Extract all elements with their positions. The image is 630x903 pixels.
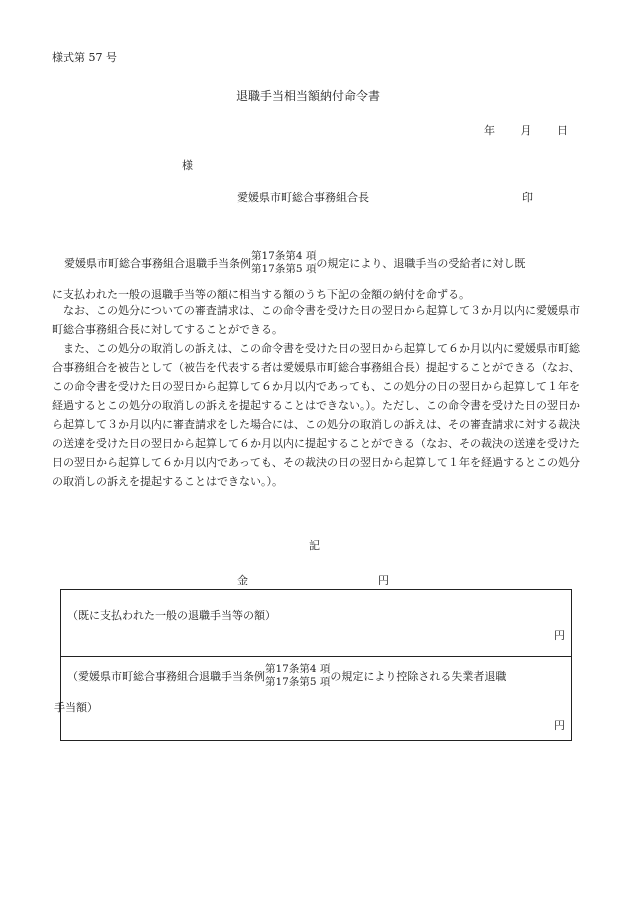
deducted-article-option-a: 第17条第4 項 — [265, 663, 331, 675]
paid-allowance-unit: 円 — [554, 629, 565, 642]
amount-unit: 円 — [378, 574, 389, 587]
ki-heading: 記 — [309, 539, 320, 552]
article-option-a: 第17条第4 項 — [251, 250, 317, 262]
deducted-line-2: 手当額） — [54, 701, 98, 714]
issuer-name: 愛媛県市町総合事務組合長 — [237, 191, 369, 204]
intro-line-2: に支払われた一般の退職手当等の額に相当する額のうち下記の金額の納付を命ずる。 — [52, 288, 470, 301]
lawsuit-paragraph: また、この処分の取消しの訴えは、この命令書を受けた日の翌日から起算して６か月以内に愛媛県市町総合事務組合を被告として（被告を代表する者は愛媛県市町総合事務組合長）提起することができる（なお、この命令書を受けた日の翌日から起算して６か月以内であっても、この処分の日の翌日から起算して１年を経過するとこの処分の取消しの訴えを提起することはできない。）。ただし、この命令書を受けた日の翌日から起算して３か月以内に審査請求をした場合には、この処分の取消しの訴えは、その審査請求に対する裁決の送達を受けた日の翌日から起算して６か月以内に提起することができる（なお、その裁決の送達を受けた日の翌日から起算して６か月以内であっても、その裁決の日の翌日から起算して１年を経過するとこの処分の取消しの訴えを提起することはできない。）。 — [52, 342, 580, 488]
intro-line-1 — [64, 250, 525, 276]
review-paragraph: なお、この処分についての審査請求は、この命令書を受けた日の翌日から起算して３か月以内に愛媛県市町総合事務組合長に対してすることができる。 — [52, 304, 580, 336]
deducted-article-selector — [265, 663, 330, 689]
intro-suffix: の規定により、退職手当の受給者に対し既 — [316, 257, 526, 270]
page-title: 退職手当相当額納付命令書 — [236, 89, 381, 103]
intro-prefix: 愛媛県市町総合事務組合退職手当条例 — [64, 257, 251, 270]
deducted-allowance-unit: 円 — [554, 719, 565, 732]
addressee-suffix: 様 — [182, 159, 193, 172]
deducted-suffix: の規定により控除される失業者退職 — [330, 670, 507, 683]
deducted-article-option-b: 第17条第5 項 — [265, 676, 331, 688]
amount-label: 金 — [237, 574, 248, 587]
date-line — [484, 122, 568, 138]
seal-mark: 印 — [522, 191, 533, 204]
deducted-line-1 — [67, 663, 506, 689]
date-month: 月 — [520, 124, 532, 137]
deducted-prefix: （愛媛県市町総合事務組合退職手当条例 — [67, 670, 265, 683]
date-day: 日 — [557, 124, 568, 137]
form-number: 様式第 57 号 — [52, 51, 117, 64]
date-year: 年 — [484, 124, 495, 137]
article-selector — [251, 250, 316, 276]
paid-allowance-box — [60, 589, 572, 657]
deducted-allowance-box — [54, 655, 572, 741]
article-option-b: 第17条第5 項 — [251, 263, 317, 275]
paid-allowance-label: （既に支払われた一般の退職手当等の額） — [67, 609, 276, 622]
